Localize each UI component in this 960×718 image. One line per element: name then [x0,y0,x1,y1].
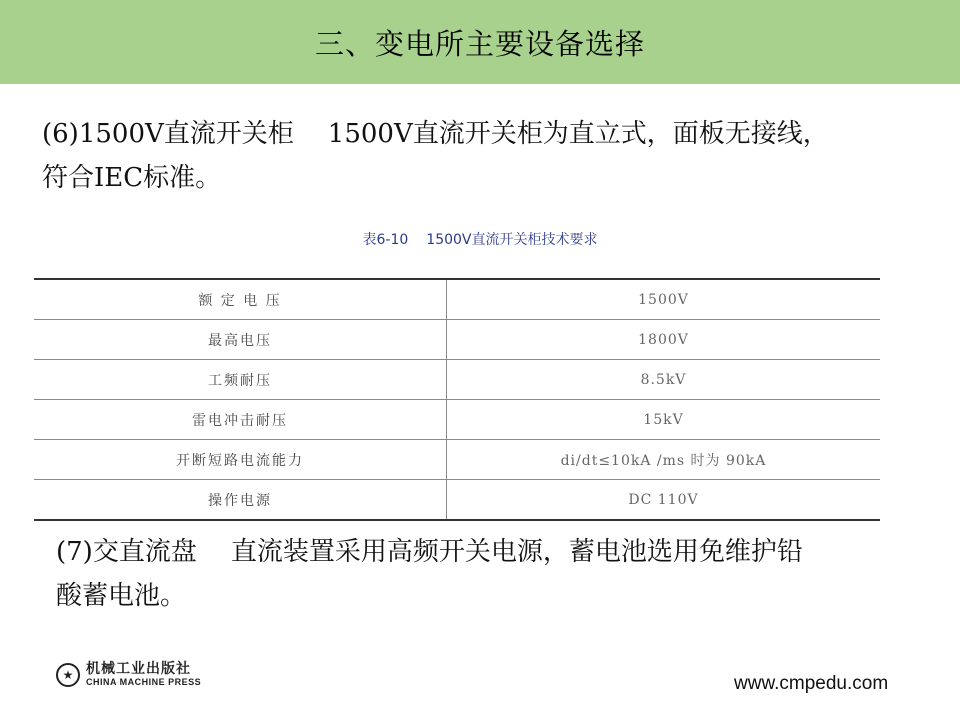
param-value: 15kV [447,400,881,440]
param-value: 8.5kV [447,360,881,400]
section-7-label: (7)交直流盘 [56,537,197,567]
logo-text [86,662,201,688]
logo-chinese-name: 机械工业出版社 [86,661,191,677]
param-name: 额 定 电 压 [34,279,447,320]
table-row [34,279,880,320]
param-value: 1500V [447,279,881,320]
spec-table [34,278,880,521]
param-name: 最高电压 [34,320,447,360]
title-bar [0,0,960,84]
table-row [34,360,880,400]
section-6-text-line1: 1500V直流开关柜为直立式，面板无接线， [327,119,829,149]
param-value: 1800V [447,320,881,360]
logo-english-name: CHINA MACHINE PRESS [86,677,202,687]
slide-title: 三、变电所主要设备选择 [314,26,645,61]
section-6-text-line2: 符合IEC标准。 [42,163,222,193]
table-row [34,480,880,521]
publisher-logo [56,662,201,688]
table-row [34,400,880,440]
website-url: www.cmpedu.com [734,673,889,694]
section-6-label: (6)1500V直流开关柜 [42,119,294,149]
param-name: 工频耐压 [34,360,447,400]
section-7-paragraph [56,530,926,618]
param-name: 雷电冲击耐压 [34,400,447,440]
param-name: 开断短路电流能力 [34,440,447,480]
param-name: 操作电源 [34,480,447,521]
table-caption-number: 表6-10 [362,232,409,248]
table-row [34,320,880,360]
table-row [34,440,880,480]
param-value: di/dt≤10kA /ms 时为 90kA [447,440,881,480]
section-7-text-line1: 直流装置采用高频开关电源，蓄电池选用免维护铅 [230,537,803,567]
table-caption [0,229,960,249]
param-value: DC 110V [447,480,881,521]
table-caption-title: 1500V直流开关柜技术要求 [426,232,598,248]
gear-star-logo-icon: ★ [56,663,80,687]
section-7-text-line2: 酸蓄电池。 [56,581,187,611]
section-6-paragraph [42,112,922,200]
